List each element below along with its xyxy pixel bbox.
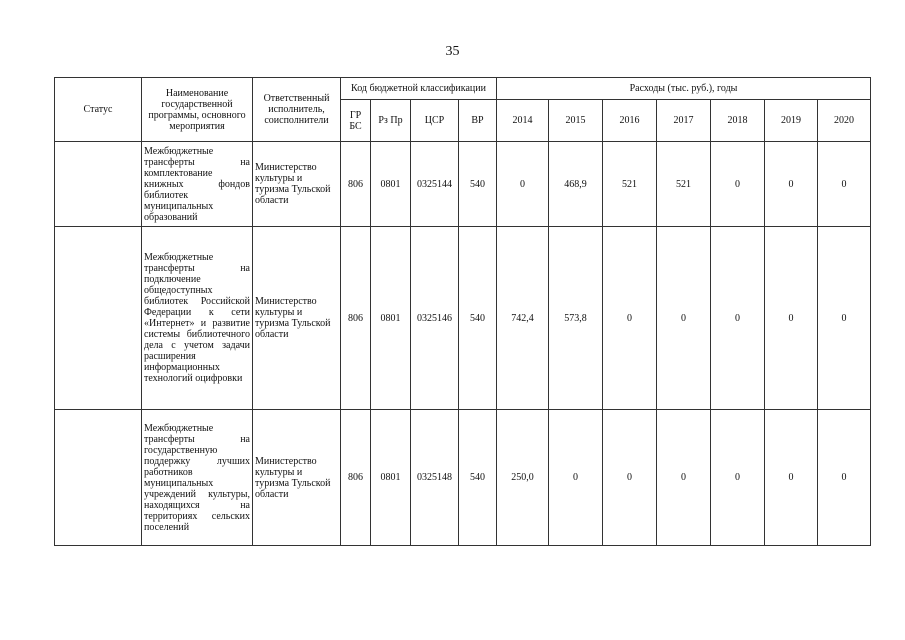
row-value: 0: [549, 410, 603, 546]
row-vr: 540: [459, 227, 497, 410]
row-value: 0: [765, 142, 818, 227]
row-vr: 540: [459, 142, 497, 227]
header-year: 2018: [711, 100, 765, 142]
row-value: 0: [765, 410, 818, 546]
row-value: 0: [711, 410, 765, 546]
row-name: Межбюджетные трансферты на подключение общедоступных библиотек Российской Федерации к сети «Интернет» и развитие системы библиотечного дела с учетом задачи расширения информационных технологий оцифровки: [142, 227, 253, 410]
row-csr: 0325144: [411, 142, 459, 227]
header-rzpr: Рз Пр: [371, 100, 411, 142]
row-value: 250,0: [497, 410, 549, 546]
row-value: 0: [818, 227, 871, 410]
row-value: 468,9: [549, 142, 603, 227]
row-grbs: 806: [341, 227, 371, 410]
header-status: Статус: [55, 78, 142, 142]
row-value: 521: [657, 142, 711, 227]
header-year: 2015: [549, 100, 603, 142]
row-csr: 0325148: [411, 410, 459, 546]
row-rzpr: 0801: [371, 410, 411, 546]
row-grbs: 806: [341, 142, 371, 227]
row-value: 0: [657, 410, 711, 546]
row-value: 0: [497, 142, 549, 227]
row-status: [55, 142, 142, 227]
header-year: 2019: [765, 100, 818, 142]
row-value: 521: [603, 142, 657, 227]
table-row: [55, 227, 871, 410]
row-status: [55, 227, 142, 410]
header-name: Наименование государственной программы, основного мероприятия: [142, 78, 253, 142]
table-row: [55, 142, 871, 227]
row-value: 0: [711, 142, 765, 227]
row-value: 0: [657, 227, 711, 410]
row-value: 0: [765, 227, 818, 410]
row-executor: Министерство культуры и туризма Тульской области: [253, 410, 341, 546]
row-executor: Министерство культуры и туризма Тульской области: [253, 142, 341, 227]
row-value: 0: [711, 227, 765, 410]
row-executor: Министерство культуры и туризма Тульской области: [253, 227, 341, 410]
header-year: 2020: [818, 100, 871, 142]
row-value: 0: [603, 227, 657, 410]
header-year: 2014: [497, 100, 549, 142]
row-name: Межбюджетные трансферты на государственную поддержку лучших работников муниципальных учреждений культуры, находящихся на территориях сельских поселений: [142, 410, 253, 546]
row-value: 0: [818, 410, 871, 546]
header-budget-code: Код бюджетной классификации: [341, 78, 497, 100]
row-rzpr: 0801: [371, 142, 411, 227]
header-year: 2017: [657, 100, 711, 142]
row-grbs: 806: [341, 410, 371, 546]
header-year: 2016: [603, 100, 657, 142]
row-csr: 0325146: [411, 227, 459, 410]
header-executor: Ответственный исполнитель, соисполнители: [253, 78, 341, 142]
header-vr: ВР: [459, 100, 497, 142]
row-rzpr: 0801: [371, 227, 411, 410]
header-csr: ЦСР: [411, 100, 459, 142]
budget-table: [54, 77, 871, 546]
row-value: 0: [818, 142, 871, 227]
row-vr: 540: [459, 410, 497, 546]
page-number: 35: [445, 44, 460, 59]
header-expenses: Расходы (тыс. руб.), годы: [497, 78, 871, 100]
row-name: Межбюджетные трансферты на комплектование книжных фондов библиотек муниципальных образований: [142, 142, 253, 227]
table-row: [55, 410, 871, 546]
header-grbs: ГР БС: [341, 100, 371, 142]
row-status: [55, 410, 142, 546]
row-value: 742,4: [497, 227, 549, 410]
row-value: 573,8: [549, 227, 603, 410]
row-value: 0: [603, 410, 657, 546]
